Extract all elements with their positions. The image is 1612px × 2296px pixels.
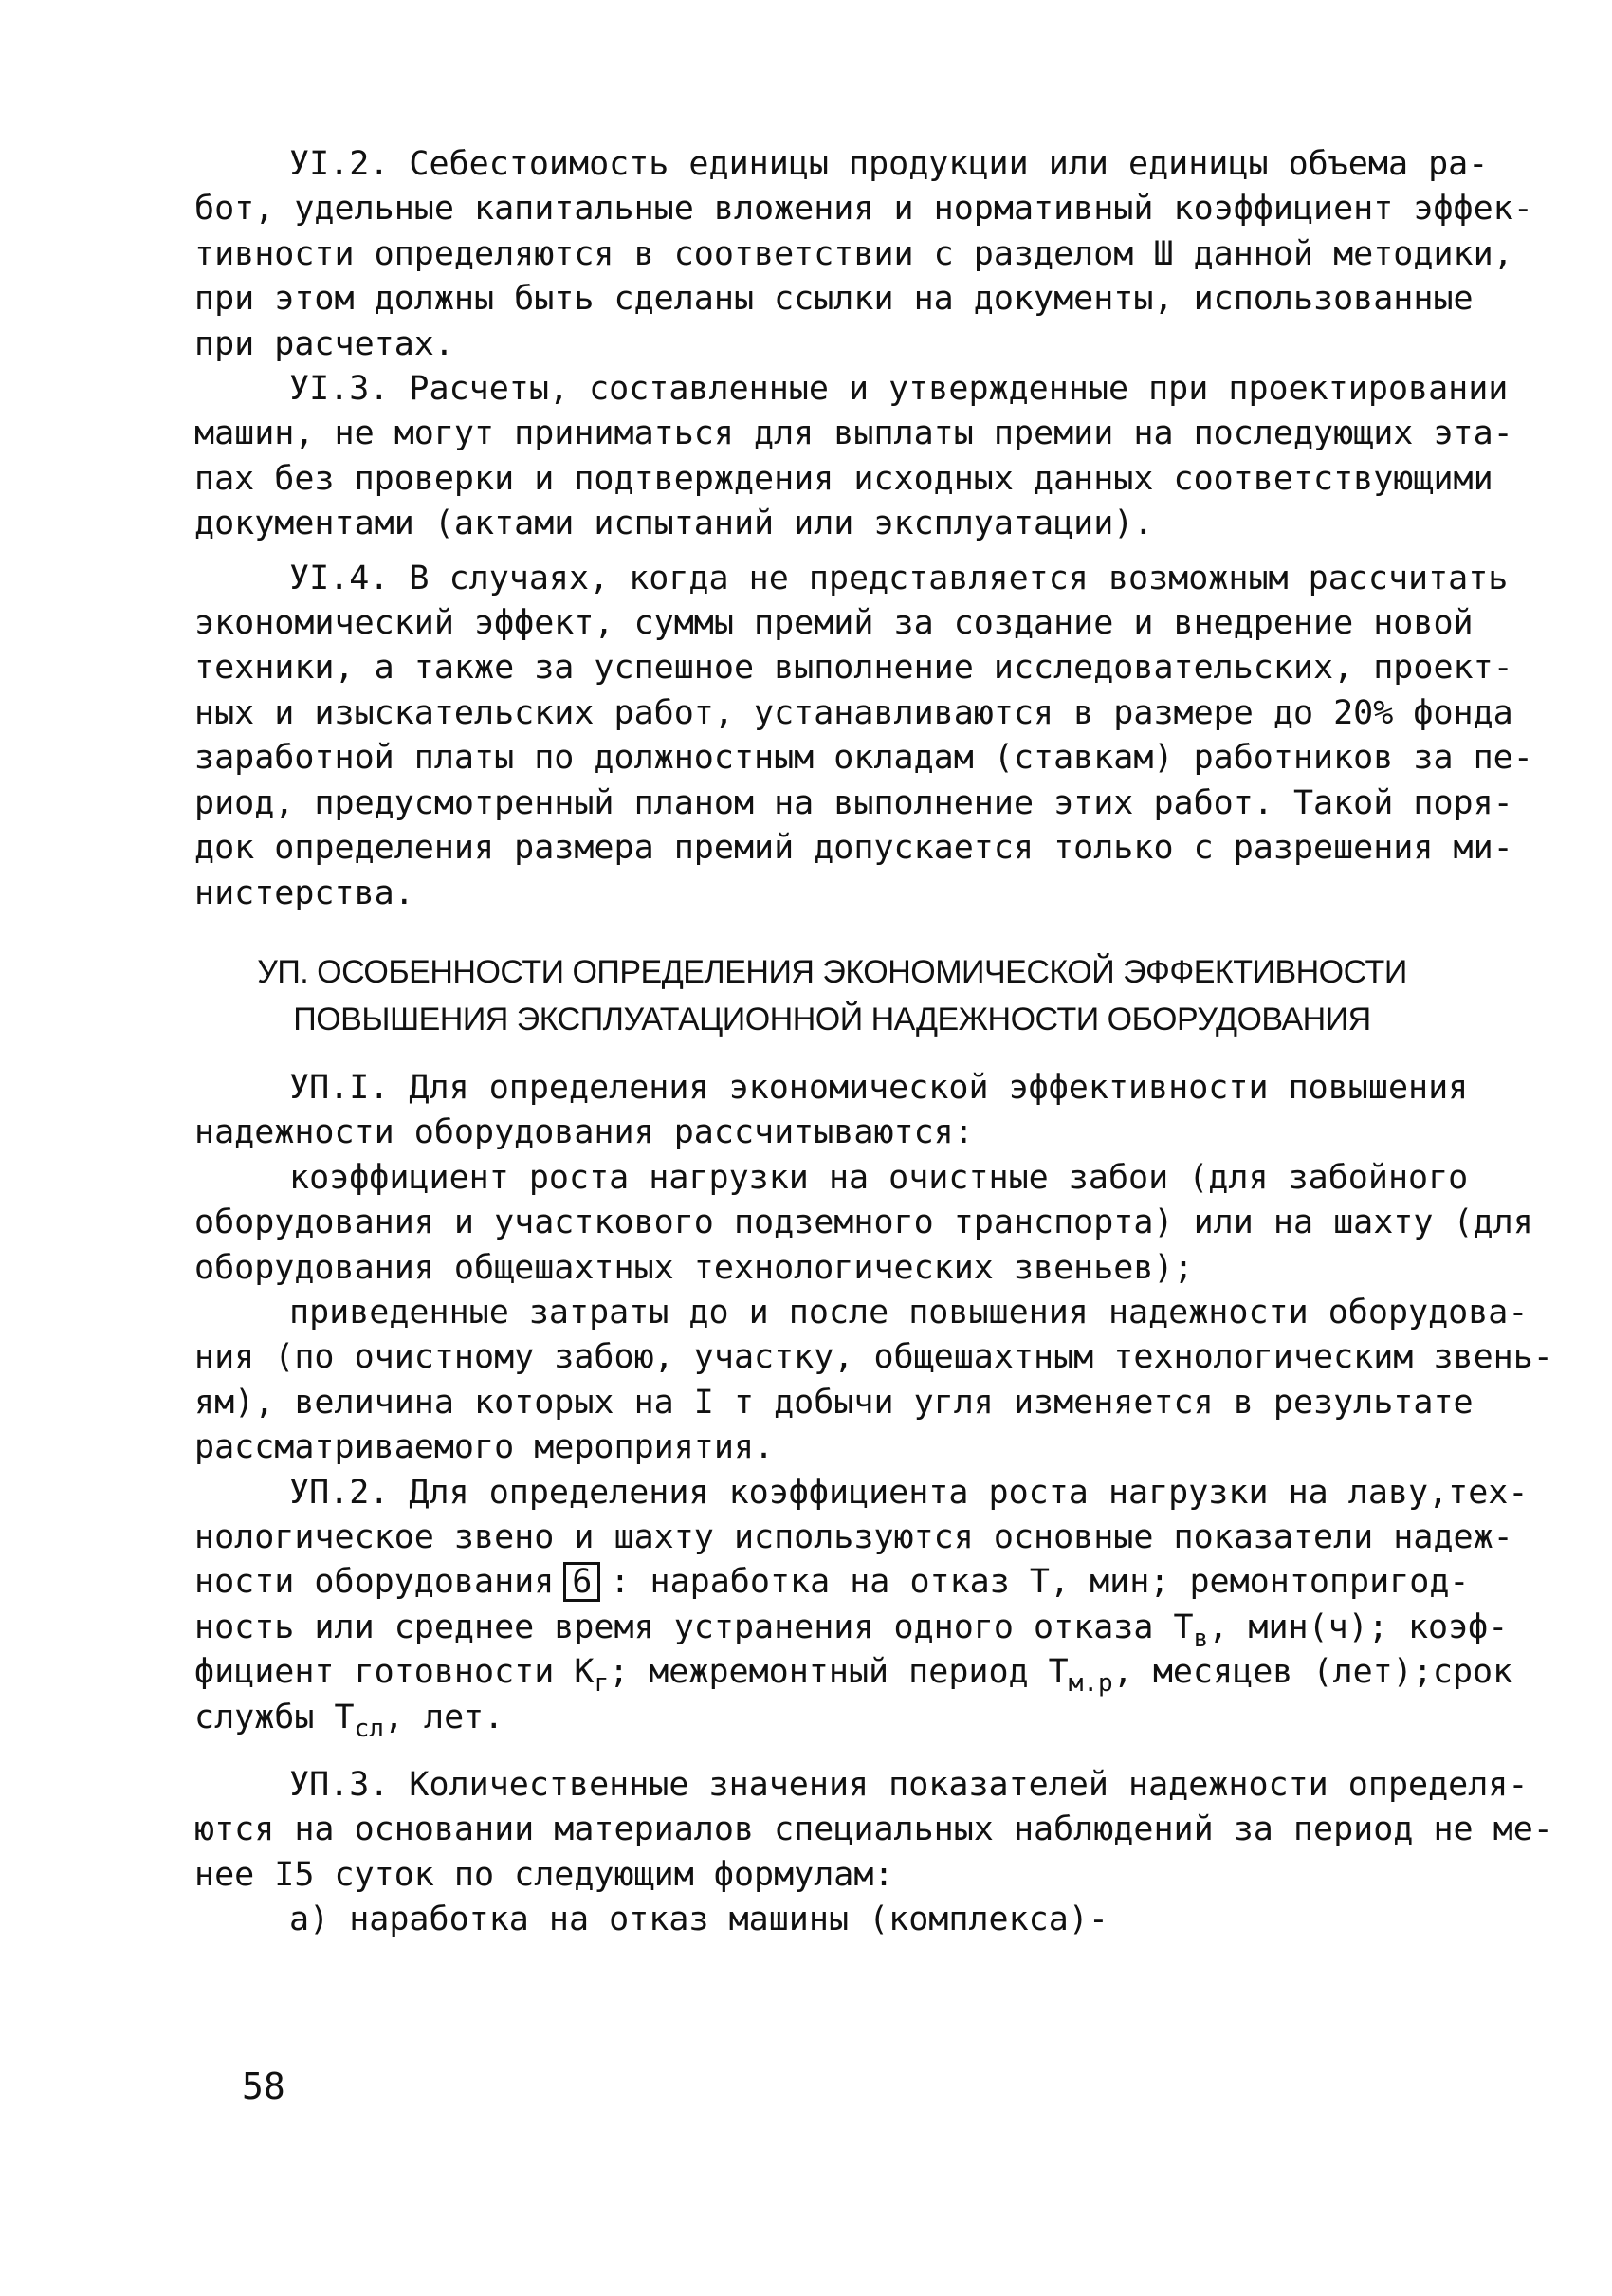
- text-line: ных и изыскательских работ, устанавливаются в размере до 20% фонда: [194, 693, 1513, 732]
- text-line: коэффициент роста нагрузки на очистные забои (для забойного: [289, 1158, 1469, 1197]
- text-line: техники, а также за успешное выполнение исследовательских, проект-: [194, 649, 1513, 688]
- text-line: приведенные затраты до и после повышения надежности оборудова-: [289, 1293, 1529, 1332]
- spacer: [194, 1740, 1470, 1763]
- text-line: ям), величина которых на I т добычи угля изменяется в результате: [194, 1383, 1474, 1422]
- text-line: УП.2. Для определения коэффициента роста нагрузки на лаву,тех-: [289, 1473, 1529, 1512]
- text-line: [194, 1560, 1470, 1605]
- text-line: оборудования общешахтных технологических звеньев);: [194, 1248, 1194, 1287]
- text-line: бот, удельные капитальные вложения и нормативный коэффициент эффек-: [194, 190, 1533, 229]
- subscript: м.р: [1068, 1669, 1113, 1699]
- text-line: УП.I. Для определения экономической эффективности повышения: [289, 1068, 1469, 1107]
- formula-item-a: а) наработка на отказ машины (комплекса)-: [289, 1901, 1108, 1939]
- text-line: УI.4. В случаях, когда не представляется возможным рассчитать: [289, 559, 1509, 597]
- subscript: г: [594, 1669, 610, 1699]
- subscript: в: [1193, 1624, 1209, 1653]
- text-fragment: ности оборудования: [194, 1563, 555, 1602]
- spacer: [194, 1043, 1470, 1066]
- text-fragment: , мин(ч); коэф-: [1208, 1607, 1509, 1646]
- section-title-line: ПОВЫШЕНИЯ ЭКСПЛУАТАЦИОННОЙ НАДЕЖНОСТИ ОБОРУДОВАНИЯ: [293, 1001, 1371, 1038]
- paragraph-vii-3: [194, 1763, 1553, 1943]
- text-line: УI.2. Себестоимость единицы продукции или единицы объема ра-: [289, 145, 1489, 183]
- text-line: рассматриваемого мероприятия.: [194, 1428, 775, 1467]
- text-line: ния (по очистному забою, участку, общешахтным технологическим звень-: [194, 1338, 1553, 1377]
- text-fragment: ; межремонтный период Т: [609, 1653, 1069, 1692]
- body-text: [194, 142, 1553, 1943]
- list-item-coefficient: [194, 1156, 1533, 1291]
- list-item-costs: [194, 1291, 1553, 1471]
- text-line: экономический эффект, суммы премий за создание и внедрение новой: [194, 604, 1474, 643]
- paragraph-vi-4: [194, 557, 1533, 916]
- text-line: при этом должны быть сделаны ссылки на документы, использованные: [194, 280, 1474, 319]
- paragraph-vi-2: [194, 142, 1533, 367]
- text-line: УI.3. Расчеты, составленные и утвержденные при проектировании: [289, 370, 1509, 409]
- text-line: оборудования и участкового подземного транспорта) или на шахту (для: [194, 1203, 1533, 1242]
- text-line: нистерства.: [194, 873, 414, 912]
- text-fragment: , лет.: [383, 1698, 504, 1736]
- text-line: [194, 1650, 1513, 1699]
- text-line: надежности оборудования рассчитываются:: [194, 1113, 974, 1152]
- paragraph-vii-2: [194, 1471, 1529, 1743]
- text-line: при расчетах.: [194, 324, 454, 363]
- text-line: [194, 1696, 1470, 1743]
- text-line: документами (актами испытаний или эксплуатации).: [194, 505, 1154, 543]
- text-line: УП.3. Количественные значения показателей надежности определя-: [289, 1766, 1529, 1804]
- text-line: тивности определяются в соответствии с разделом Ш данной методики,: [194, 234, 1513, 273]
- section-heading: [194, 948, 1470, 1043]
- text-line: нологическое звено и шахту используются основные показатели надеж-: [194, 1517, 1513, 1556]
- text-line: пах без проверки и подтверждения исходных данных соответствующими: [194, 459, 1493, 498]
- text-fragment: фициент готовности К: [194, 1653, 595, 1692]
- text-fragment: службы Т: [194, 1698, 355, 1736]
- section-title-line: УП. ОСОБЕННОСТИ ОПРЕДЕЛЕНИЯ ЭКОНОМИЧЕСКОЙ ЭФФЕКТИВНОСТИ: [257, 953, 1407, 990]
- page-number: 58: [242, 2066, 285, 2107]
- text-line: машин, не могут приниматься для выплаты премии на последующих эта-: [194, 414, 1513, 453]
- paragraph-vii-1: [194, 1066, 1470, 1156]
- text-fragment: ность или среднее время устранения одного отказа Т: [194, 1607, 1194, 1646]
- text-line: риод, предусмотренный планом на выполнение этих работ. Такой поря-: [194, 783, 1513, 822]
- text-line: нее I5 суток по следующим формулам:: [194, 1855, 894, 1894]
- text-line: док определения размера премий допускается только с разрешения ми-: [194, 829, 1513, 868]
- spacer: [194, 916, 1470, 948]
- reference-box: 6: [563, 1562, 600, 1602]
- text-line: ются на основании материалов специальных наблюдений за период не ме-: [194, 1810, 1553, 1849]
- text-fragment: : наработка на отказ Т, мин; ремонтопригод-: [610, 1563, 1470, 1602]
- text-line: заработной платы по должностным окладам (ставкам) работников за пе-: [194, 739, 1533, 778]
- text-fragment: , месяцев (лет);срок: [1112, 1653, 1513, 1692]
- subscript: сл: [354, 1714, 384, 1743]
- spacer: [194, 547, 1470, 557]
- paragraph-vi-3: [194, 367, 1513, 547]
- text-line: [194, 1606, 1509, 1653]
